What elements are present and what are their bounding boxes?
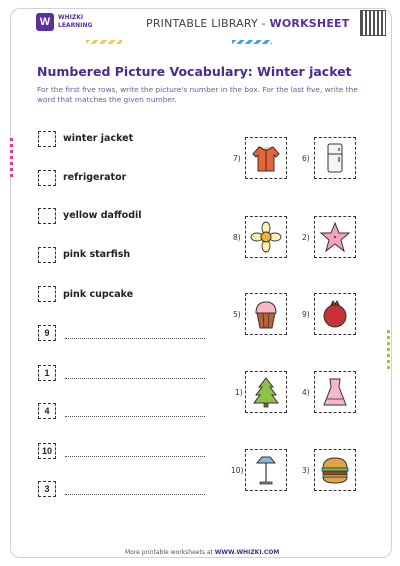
footer-text: More printable worksheets at (125, 549, 215, 556)
left-deco-stripe (10, 138, 13, 178)
page-footer (125, 549, 279, 556)
header-title (146, 17, 349, 30)
number-box-2: 1 (38, 365, 56, 381)
picture-label-6: 6) (302, 154, 310, 163)
starfish-icon (318, 220, 352, 254)
header-title-prefix: PRINTABLE LIBRARY - (146, 17, 270, 30)
brand-line-2: LEARNING (58, 22, 93, 29)
picture-box-1 (245, 371, 287, 413)
answer-line-2[interactable] (65, 378, 205, 379)
picture-label-2: 2) (302, 233, 310, 242)
daffodil-icon (249, 220, 283, 254)
number-box-4: 10 (38, 443, 56, 459)
answer-box-4[interactable] (38, 247, 56, 263)
christmas-tree-icon (249, 375, 283, 409)
top-deco-right (232, 40, 272, 44)
qr-code-icon (360, 10, 386, 36)
pink-dress-icon (318, 375, 352, 409)
right-deco-stripe (387, 330, 390, 370)
picture-box-5 (245, 293, 287, 335)
word-2: refrigerator (63, 172, 127, 183)
word-4: pink starfish (63, 249, 131, 260)
number-box-1: 9 (38, 325, 56, 341)
picture-label-7: 7) (233, 154, 241, 163)
brand-line-1: WHIZKI (58, 14, 84, 21)
answer-line-5[interactable] (65, 494, 205, 495)
lamp-icon (249, 453, 283, 487)
answer-box-5[interactable] (38, 286, 56, 302)
picture-box-9 (314, 293, 356, 335)
worksheet-title: Numbered Picture Vocabulary: Winter jacket (37, 64, 352, 79)
picture-box-6 (314, 137, 356, 179)
word-3: yellow daffodil (63, 210, 142, 221)
cupcake-icon (249, 297, 283, 331)
answer-box-2[interactable] (38, 170, 56, 186)
header-title-bold: WORKSHEET (269, 17, 350, 30)
footer-link[interactable]: WWW.WHIZKI.COM (214, 549, 280, 556)
picture-label-10: 10) (231, 466, 244, 475)
number-box-3: 4 (38, 403, 56, 419)
pomegranate-icon (318, 297, 352, 331)
picture-box-10 (245, 449, 287, 491)
burger-icon (318, 453, 352, 487)
picture-box-3 (314, 449, 356, 491)
refrigerator-icon (318, 141, 352, 175)
picture-box-2 (314, 216, 356, 258)
worksheet-instructions: For the first five rows, write the picture's number in the box. For the last five, write the word that matches the given number. (37, 85, 358, 104)
picture-box-7 (245, 137, 287, 179)
picture-box-8 (245, 216, 287, 258)
picture-box-4 (314, 371, 356, 413)
picture-label-8: 8) (233, 233, 241, 242)
picture-label-9: 9) (302, 310, 310, 319)
brand-name (58, 14, 92, 30)
word-5: pink cupcake (63, 289, 134, 300)
number-box-5: 3 (38, 481, 56, 497)
whizki-logo-icon: W (36, 13, 54, 31)
winter-jacket-icon (249, 141, 283, 175)
picture-label-5: 5) (233, 310, 241, 319)
answer-line-4[interactable] (65, 456, 205, 457)
page-header (26, 8, 374, 36)
answer-line-3[interactable] (65, 416, 205, 417)
answer-line-1[interactable] (65, 338, 205, 339)
answer-box-1[interactable] (38, 131, 56, 147)
picture-label-1: 1) (235, 388, 243, 397)
word-1: winter jacket (63, 133, 134, 144)
top-deco-left (86, 40, 122, 44)
answer-box-3[interactable] (38, 208, 56, 224)
picture-label-3: 3) (302, 466, 310, 475)
picture-label-4: 4) (302, 388, 310, 397)
